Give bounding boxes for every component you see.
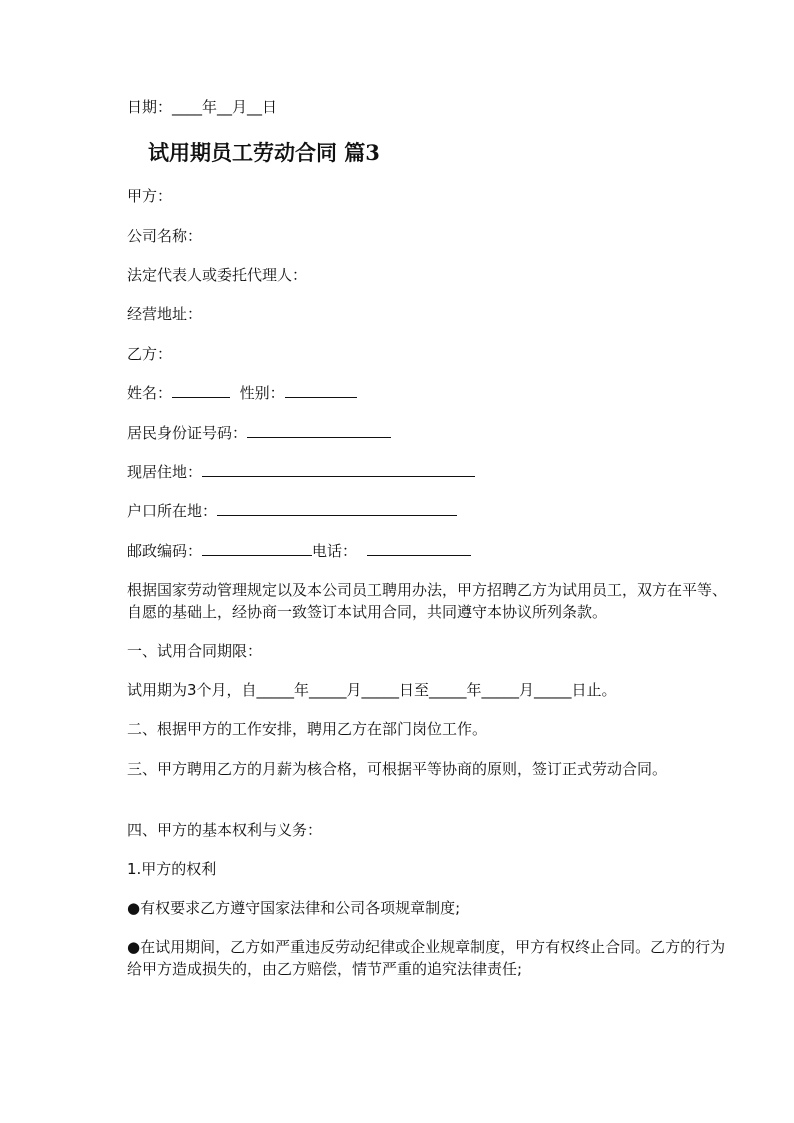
clause4-heading: 四、甲方的基本权利与义务： (127, 821, 323, 839)
company-name-label: 公司名称： (127, 227, 203, 245)
gender-label: 性别： (239, 384, 285, 402)
id-number-line (127, 423, 391, 443)
phone-label: 电话： (312, 542, 358, 560)
bullet-item-1: ●有权要求乙方遵守国家法律和公司各项规章制度; (127, 899, 461, 917)
name-gender-line (127, 383, 357, 403)
date-line: 日期：____年__月__日 (127, 98, 278, 116)
party-b-label: 乙方： (127, 345, 173, 363)
business-address-label: 经营地址： (127, 305, 203, 323)
hukou-label: 户口所在地： (127, 502, 218, 520)
name-blank[interactable] (172, 383, 230, 398)
gender-blank[interactable] (285, 383, 357, 398)
residence-line (127, 462, 475, 482)
postcode-phone-line (127, 541, 471, 561)
clause1-body: 试用期为3个月，自_____年_____月_____日至_____年_____月_____日止。 (127, 681, 617, 699)
residence-label: 现居住地： (127, 463, 203, 481)
clause3-paragraph: 三、甲方聘用乙方的月薪为核合格，可根据平等协商的原则，签订正式劳动合同。 (127, 760, 668, 778)
id-number-blank[interactable] (247, 423, 391, 438)
id-number-label: 居民身份证号码： (127, 424, 248, 442)
hukou-line (127, 501, 457, 521)
page-title: 试用期员工劳动合同 篇3 (148, 140, 380, 165)
bullet-item-2: ●在试用期间，乙方如严重违反劳动纪律或企业规章制度，甲方有权终止合同。乙方的行为给甲方造成损失的，由乙方赔偿，情节严重的追究法律责任; (127, 938, 726, 978)
representative-label: 法定代表人或委托代理人： (127, 266, 308, 284)
hukou-blank[interactable] (217, 501, 457, 516)
clause4-subheading: 1.甲方的权利 (127, 860, 217, 878)
postcode-blank[interactable] (202, 541, 312, 556)
phone-blank[interactable] (367, 541, 471, 556)
clause2: 二、根据甲方的工作安排，聘用乙方在部门岗位工作。 (127, 720, 488, 738)
postcode-label: 邮政编码： (127, 542, 203, 560)
party-a-label: 甲方： (127, 187, 173, 205)
intro-paragraph: 根据国家劳动管理规定以及本公司员工聘用办法，甲方招聘乙方为试用员工，双方在平等、自愿的基础上，经协商一致签订本试用合同，共同遵守本协议所列条款。 (127, 581, 728, 621)
residence-blank[interactable] (202, 462, 475, 477)
clause1-heading: 一、试用合同期限： (127, 642, 263, 660)
name-label: 姓名： (127, 384, 173, 402)
